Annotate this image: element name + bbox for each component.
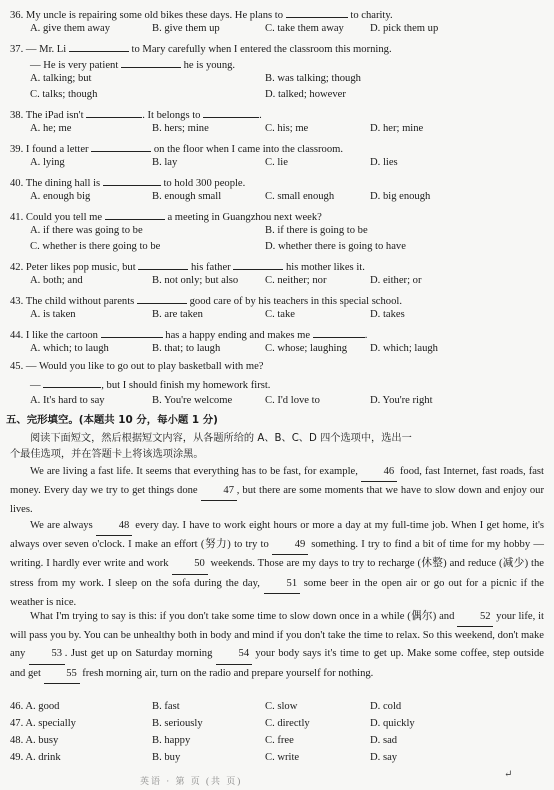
option-a: A. is taken [30,309,76,320]
question-text: Peter likes pop music, but [25,262,136,273]
passage-text: your body says it's time to get up. Make some coffee, step outside and get [10,648,544,679]
question-text: to hold 300 people. [163,178,246,189]
passage-paragraph-3 [10,608,544,684]
question-text: Could you tell me [25,212,103,223]
question-text: . It belongs to [142,110,201,121]
option-c: C. whether is there going to be [30,241,161,252]
question-text: — Would you like to go out to play basketball with me? [25,361,264,372]
cloze-46-a: 46. A. good [10,701,60,712]
option-b: B. was talking; though [265,73,361,84]
option-a: A. if there was going to be [30,225,143,236]
question-36 [10,6,393,23]
question-37 [10,40,392,57]
question-text: — [30,380,41,391]
question-number: 37. [10,44,24,55]
question-number: 41. [10,212,24,223]
cloze-blank-53: 53 [29,645,65,664]
answer-blank [86,106,142,118]
option-a: A. which; to laugh [30,343,109,354]
question-44 [10,326,367,343]
question-39 [10,140,343,157]
cloze-blank-50: 50 [172,555,208,574]
question-45-line2 [30,376,270,393]
question-text: The iPad isn't [25,110,84,121]
cloze-blank-49: 49 [272,536,308,555]
option-a: A. give them away [30,23,111,34]
cloze-47-b: B. seriously [152,718,203,729]
cloze-48-d: D. sad [370,735,398,746]
section-heading: 五、完形填空。(本题共 10 分，每小题 1 分) [6,414,218,426]
passage-text: What I'm trying to say is this: if you don't take some time to slow down once in a while (偶尔) and [30,611,455,622]
question-number: 44. [10,330,24,341]
question-number: 45. [10,361,24,372]
option-d: D. You're right [370,395,433,406]
option-d: D. her; mine [370,123,424,134]
question-43 [10,292,402,309]
passage-paragraph-1 [10,463,544,520]
cloze-47-c: C. directly [265,718,310,729]
answer-blank [103,174,161,186]
cloze-blank-48: 48 [96,517,132,536]
option-a: A. lying [30,157,65,168]
question-number: 38. [10,110,24,121]
passage-text: We are always [30,520,93,531]
cloze-48-a: 48. A. busy [10,735,59,746]
answer-blank [233,258,283,270]
question-number: 39. [10,144,24,155]
option-b: B. You're welcome [152,395,233,406]
option-d: D. whether there is going to have [265,241,406,252]
question-text: on the floor when I came into the classroom. [153,144,344,155]
question-41 [10,208,322,225]
option-a: A. It's hard to say [30,395,105,406]
cloze-49-a: 49. A. drink [10,752,61,763]
option-c: C. neither; nor [265,275,327,286]
option-c: C. his; me [265,123,309,134]
passage-text: fresh morning air, turn on the radio and prepare yourself for nothing. [82,667,374,679]
option-b: B. that; to laugh [152,343,221,354]
cloze-46-d: D. cold [370,701,402,712]
answer-blank [203,106,259,118]
question-text: My uncle is repairing some old bikes these days. He plans to [25,10,284,21]
answer-blank [286,6,348,18]
cloze-49-c: C. write [265,752,300,763]
question-42 [10,258,365,275]
answer-blank [105,208,165,220]
passage-text: every day. I have to work eight hours or more a day at my full-time job. When I get home, it's always over seven o'clock. I make an effort (努力) to try to [10,520,545,551]
option-b: B. are taken [152,309,203,320]
option-d: D. lies [370,157,398,168]
question-text: I like the cartoon [25,330,98,341]
option-a: A. talking; but [30,73,92,84]
question-text: — He is very patient [30,60,119,71]
option-c: C. take them away [265,23,344,34]
cloze-46-b: B. fast [152,701,180,712]
option-b: B. enough small [152,191,222,202]
question-text: he is young. [183,60,236,71]
cloze-blank-52: 52 [457,608,493,627]
section-instructions: 阅读下面短文，然后根据短文内容，从各题所给的 A、B、C、D 四个选项中，选出一 [30,433,412,444]
cloze-49-d: D. say [370,752,398,763]
passage-text: . Just get up on Saturday morning [64,648,213,660]
question-text: has a happy ending and makes me [165,330,311,341]
cloze-48-c: C. free [265,735,294,746]
cloze-47-a: 47. A. specially [10,718,76,729]
passage-text: We are living a fast life. It seems that everything has to be fast, for example, [30,466,358,477]
answer-blank [43,376,101,388]
cloze-blank-46: 46 [361,463,397,482]
option-d: D. takes [370,309,405,320]
page-footer: 英语 · 第 页 (共 页) [140,776,243,786]
passage-text: some beer in the open air or go out for a picnic if the weather is nice. [10,577,544,608]
option-d: D. either; or [370,275,422,286]
passage-text: your life, it will pass you by. You can be unhealthy both in body and mind if you don't take the time to relax. So this weekend, don't make any [10,611,544,660]
question-text: a meeting in Guangzhou next week? [167,212,322,223]
answer-blank [313,326,365,338]
question-text: his father [190,262,231,273]
question-text: to Mary carefully when I entered the classroom this morning. [131,44,392,55]
option-a: A. both; and [30,275,83,286]
option-c: C. take [265,309,296,320]
passage-text: , but there are some moments that we have to slow down and enjoy our lives. [10,485,544,516]
question-45 [10,360,263,374]
return-mark-icon: ↵ [504,769,513,780]
question-text: to charity. [350,10,393,21]
question-text: — Mr. Li [25,44,67,55]
option-c: C. talks; though [30,89,98,100]
answer-blank [137,292,187,304]
question-number: 43. [10,296,24,307]
question-text: , but I should finish my homework first. [101,380,271,391]
answer-blank [69,40,129,52]
question-text: . [259,110,262,121]
question-text: his mother likes it. [286,262,365,273]
option-c: C. whose; laughing [265,343,348,354]
question-text: . [364,330,368,341]
option-d: D. which; laugh [370,343,438,354]
cloze-blank-55: 55 [44,665,80,684]
option-a: A. he; me [30,123,72,134]
option-b: B. lay [152,157,178,168]
option-d: D. talked; however [265,89,346,100]
option-b: B. not only; but also [152,275,239,286]
question-number: 36. [10,10,24,21]
option-d: D. pick them up [370,23,439,34]
question-40 [10,174,245,191]
question-text: The child without parents [25,296,135,307]
cloze-48-b: B. happy [152,735,191,746]
passage-text: food, fast Internet, fast roads, fast money. Every day we try to get things done [10,466,544,497]
passage-text: weekends. Those are my days to try to recharge (休整) and reduce (减少) the stress from my work. I sleep on the sofa during the day, [10,558,545,589]
section-instructions-2: 个最佳选项，并在答题卡上将该选项涂黑。 [10,449,204,460]
option-b: B. hers; mine [152,123,209,134]
question-text: I found a letter [25,144,89,155]
answer-blank [121,56,181,68]
option-c: C. I'd love to [265,395,320,406]
answer-blank [101,326,163,338]
question-38 [10,106,262,123]
answer-blank [91,140,151,152]
option-b: B. if there is going to be [265,225,368,236]
question-number: 40. [10,178,24,189]
question-37-line2 [30,56,235,73]
cloze-46-c: C. slow [265,701,298,712]
option-b: B. give them up [152,23,220,34]
cloze-blank-47: 47 [201,482,237,501]
question-number: 42. [10,262,24,273]
passage-paragraph-2 [10,517,544,612]
answer-blank [138,258,188,270]
option-a: A. enough big [30,191,91,202]
option-c: C. lie [265,157,288,168]
option-c: C. small enough [265,191,335,202]
question-text: good care of by his teachers in this special school. [189,296,402,307]
question-text: The dining hall is [25,178,101,189]
cloze-blank-51: 51 [264,575,300,594]
cloze-47-d: D. quickly [370,718,415,729]
option-d: D. big enough [370,191,431,202]
cloze-blank-54: 54 [216,645,252,664]
cloze-49-b: B. buy [152,752,181,763]
passage-text: something. I try to find a bit of time for my hobby — writing. I hardly ever write and work [10,539,544,570]
